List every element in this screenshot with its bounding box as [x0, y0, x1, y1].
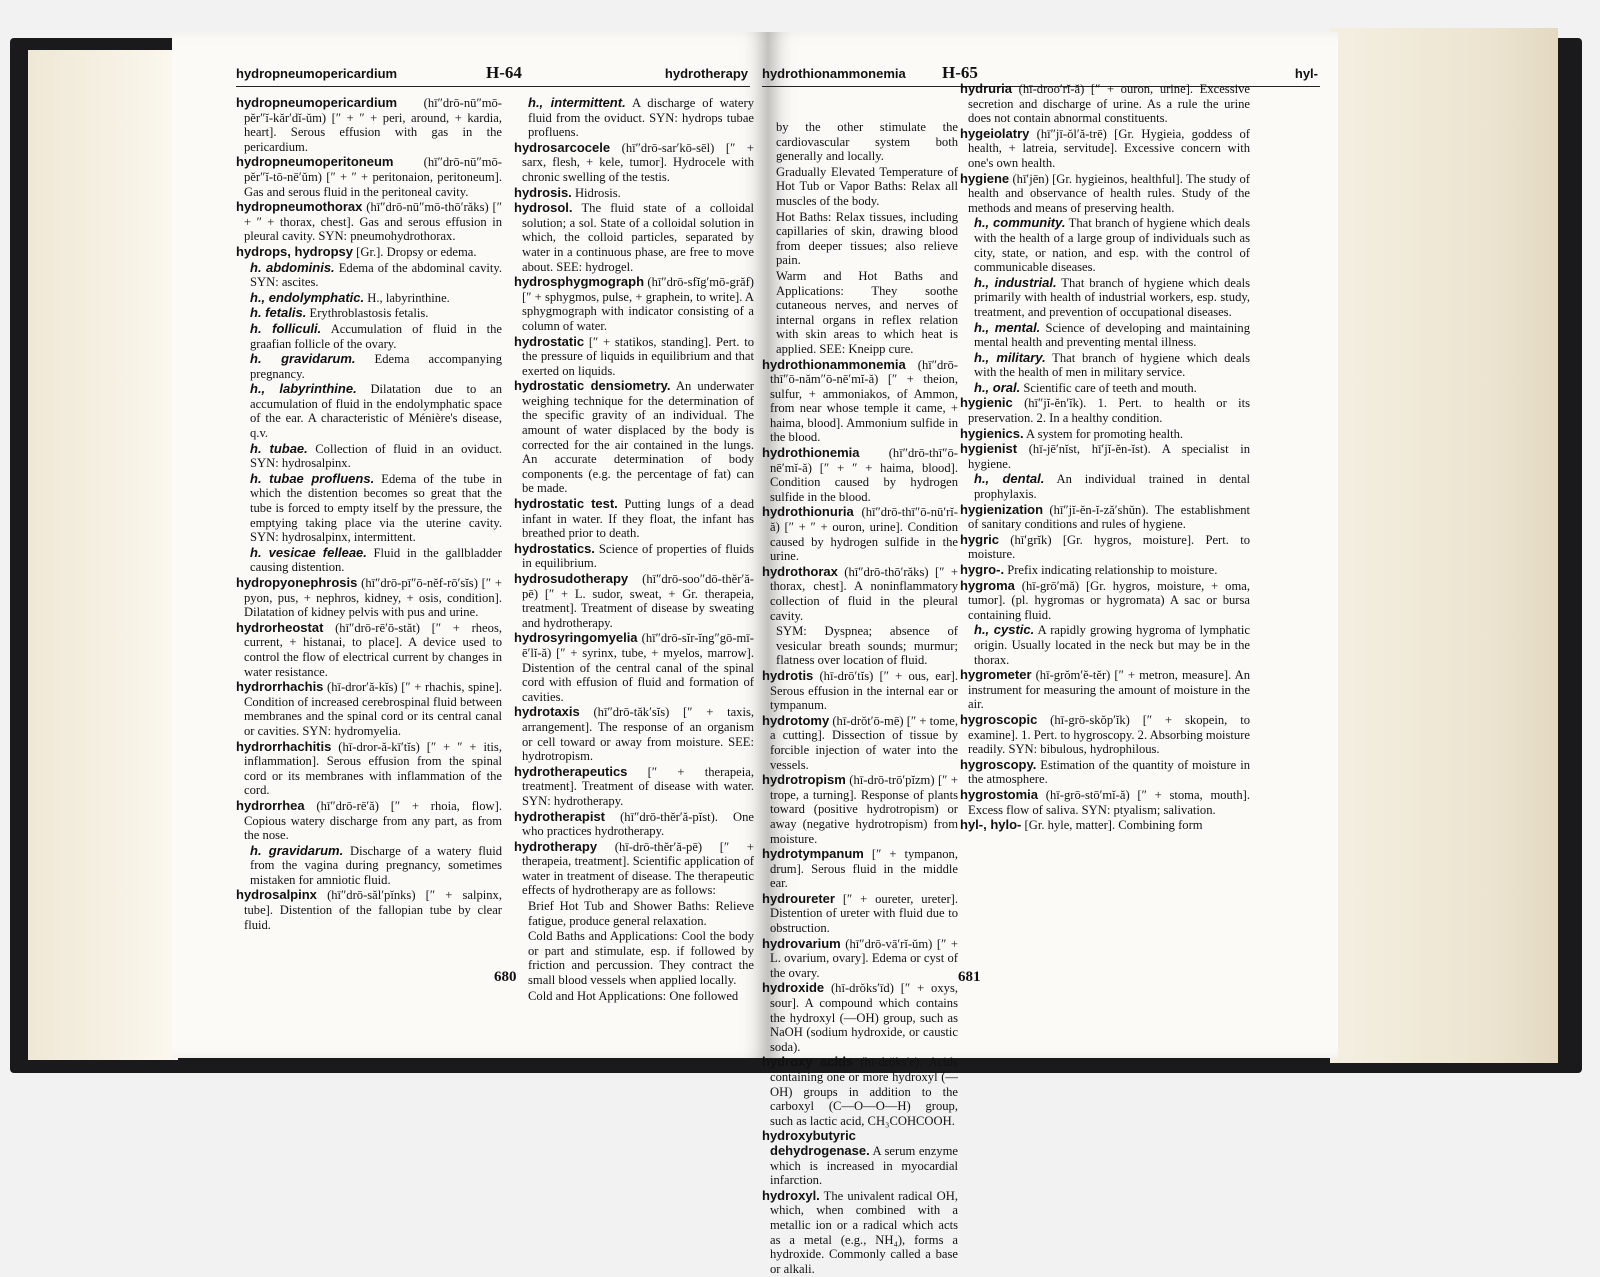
subentry-term: h. gravidarum. — [250, 842, 344, 858]
right-page — [762, 32, 1338, 1276]
definition-text: (hī-jē′nĭst, hī′jĭ-ĕn-ĭst). A specialist in hygiene. — [968, 442, 1250, 471]
subentry — [236, 472, 502, 545]
headword: hydroureter — [762, 890, 835, 906]
dictionary-entry — [960, 788, 1250, 817]
definition-text: [″ + statikos, standing]. Pert. to the pressure of liquids in equilibrium and that exerted on liquids. — [522, 334, 754, 378]
headword: hydrorrhachitis — [236, 738, 332, 754]
headword: hydrotympanum — [762, 846, 864, 862]
definition-text: That branch of hygiene which deals with the health of a large group of individuals such as city, state, or nation, and esp. with the control of communicable diseases. — [974, 216, 1251, 275]
page-edges-right — [1330, 28, 1558, 1063]
dictionary-entry — [236, 621, 502, 679]
subentry — [236, 261, 502, 290]
definition-text: Estimation of the quantity of moisture in the atmosphere. — [968, 757, 1250, 787]
dictionary-entry — [514, 335, 754, 379]
dictionary-entry — [762, 669, 958, 713]
headword: hygroscopy. — [960, 756, 1037, 772]
definition-text: (hī′jēn) [Gr. hygieinos, healthful]. The study of health and observance of health rules. Study of the methods and means of preserving health. — [968, 171, 1250, 215]
definition-text: (hī′grĭk) [Gr. hygros, moisture]. Pert. to moisture. — [968, 532, 1250, 562]
subentry-term: h., community. — [974, 215, 1066, 231]
definition-text: (hī-drŏks′ē). Acids containing one or more hydroxyl (—OH) groups in addition to the carboxyl (C—O—O—H) group, such as lactic acid, CH₃COHCOOH. — [770, 1055, 958, 1128]
headword: hydropneumothorax — [236, 199, 363, 215]
subentry — [236, 382, 502, 440]
dictionary-entry — [762, 1189, 958, 1277]
headword: hydrothorax — [762, 563, 838, 579]
dictionary-entry — [960, 396, 1250, 425]
headword: hydrosalpinx — [236, 887, 317, 903]
definition-text: (hī″drō-sĭr-ĭng″gō-mī-ē′lĭ-ă) [″ + syrinx, tube, + myelos, marrow]. Distention of the central canal of the spinal cord with effusion of fluid and formation of cavities. — [522, 631, 754, 704]
dictionary-entry — [762, 714, 958, 772]
definition-text: Gradually Elevated Temperature of Hot Tub or Vapor Baths: Relax all muscles of the body. — [776, 164, 958, 208]
column-1 — [762, 120, 958, 1277]
definition-text: (hī-grŏm′ĕ-tĕr) [″ + metron, measure]. An instrument for measuring the amount of moisture in the air. — [968, 668, 1250, 712]
definition-text: (hī″drō-sar′kō-sēl) [″ + sarx, flesh, + kele, tumor]. Hydrocele with chronic swelling of the testis. — [522, 140, 754, 184]
subentry-term: h., labyrinthine. — [250, 381, 357, 397]
definition-text: SYM: Dyspnea; absence of vesicular breath sounds; murmur; flatness over location of fluid. — [776, 624, 958, 668]
dictionary-entry — [960, 818, 1250, 833]
dictionary-entry — [236, 96, 502, 154]
definition-text: (hī″jĭ-ĕn′ĭk). 1. Pert. to health or its preservation. 2. In a healthy condition. — [968, 396, 1250, 426]
definition-text: (hī″drō-vā′rĭ-ŭm) [″ + L. ovarium, ovary]. Edema or cyst of the ovary. — [770, 936, 958, 980]
dictionary-entry — [514, 141, 754, 185]
definition-text: Hidrosis. — [571, 185, 621, 200]
subentry-term: h., industrial. — [974, 274, 1057, 290]
dictionary-entry — [236, 680, 502, 738]
headword: hydrostatic test. — [514, 496, 618, 512]
definition-text: (hī-drŏt′ō-mē) [″ + tome, a cutting]. Dissection of tissue by forcible injection of water into the vessels. — [770, 713, 958, 772]
entry-paragraph — [762, 120, 958, 164]
definition-text: (hī-grō-skŏp′ĭk) [″ + skopein, to examine]. 1. Pert. to hygroscopy. 2. Absorbing moisture readily. SYN: bibulous, hydrophilous. — [968, 712, 1250, 757]
headword: hydrosphygmograph — [514, 274, 645, 290]
dictionary-entry — [762, 446, 958, 504]
dictionary-entry — [514, 201, 754, 274]
definition-text: Collection of fluid in an oviduct. SYN: hydrosalpinx. — [250, 441, 502, 471]
definition-text: (hī″drō-pī″ō-nĕf-rō′sĭs) [″ + pyon, pus, + nephros, kidney, + osis, condition]. Dilatation of kidney pelvis with pus and urine. — [244, 576, 502, 620]
dictionary-entry — [236, 888, 502, 932]
definition-text: (hī″drō-nū″mō-thō′răks) [″ + ″ + thorax, chest]. Gas and serous effusion in pleural cavity. SYN: pneumohydrothorax. — [244, 200, 502, 244]
headword: hygro-. — [960, 562, 1005, 577]
definition-text: Warm and Hot Baths and Applications: They soothe cutaneous nerves, and nerves of internal organs in reflex relation with skin areas to which heat is applied. SEE: Kneipp cure. — [776, 268, 958, 356]
guide-word-last: hydrotherapy — [664, 66, 748, 81]
dictionary-entry — [960, 713, 1250, 757]
guide-word-last: hyl- — [1294, 66, 1318, 81]
headword: hygiene — [960, 170, 1010, 186]
subentry — [236, 546, 502, 575]
subentry-term: h., military. — [974, 349, 1046, 365]
headword: hydroxy acids — [762, 1054, 854, 1070]
definition-text: Science of developing and maintaining mental health and preventing mental illness. — [974, 320, 1250, 350]
dictionary-entry — [236, 200, 502, 244]
definition-text: A rapidly growing hygroma of lymphatic origin. Usually located in the neck but may be in the thorax. — [974, 623, 1250, 667]
definition-text: [Gr.]. Dropsy or edema. — [353, 244, 477, 259]
definition-text: Accumulation of fluid in the graafian follicle of the ovary. — [250, 321, 502, 351]
headword: hydrothionammonemia — [762, 356, 906, 372]
headword: hydropneumoperitoneum — [236, 154, 394, 170]
definition-text: (hī-grō′mă) [Gr. hygros, moisture, + oma, tumor]. (pl. hygromas or hygromata) A sac or bursa containing fluid. — [968, 578, 1250, 622]
headword: hydrothionuria — [762, 504, 854, 520]
definition-text: An individual trained in dental prophylaxis. — [974, 472, 1250, 502]
definition-text: Putting lungs of a dead infant in water. If they float, the infant has breathed prior to death. — [522, 497, 754, 541]
headword: hydrovarium — [762, 935, 841, 951]
definition-text: (hī″drō-rē′ă) [″ + rhoia, flow]. Copious watery discharge from any part, as from the nose. — [244, 798, 502, 843]
dictionary-entry — [236, 576, 502, 620]
subentry-term: h. abdominis. — [250, 259, 335, 275]
definition-text: Dilatation due to an accumulation of fluid in the endolymphatic space of the ear. A characteristic of Ménière's disease, q.v. — [250, 382, 502, 441]
headword: hydrotherapist — [514, 808, 606, 824]
subentry — [236, 442, 502, 471]
dictionary-entry — [762, 847, 958, 891]
definition-text: Edema of the abdominal cavity. SYN: ascites. — [250, 260, 502, 290]
guide-word-first: hydropneumopericardium — [236, 66, 398, 81]
headword: hydrostatic — [514, 333, 585, 349]
subentry — [236, 844, 502, 888]
dictionary-entry — [236, 740, 502, 798]
headword: hydrops, hydropsy — [236, 243, 354, 259]
headword: hydrotherapy — [514, 838, 598, 854]
dictionary-entry — [514, 379, 754, 496]
subentry-term: h. fetalis. — [250, 305, 307, 321]
definition-text: (hī″drō-nū″mō-pĕr″ĭ-kăr′dĭ-ŭm) [″ + ″ + peri, around, + kardia, heart]. Serous effusion with gas in the pericardium. — [244, 96, 502, 154]
headword: hygrometer — [960, 667, 1032, 683]
definition-text: That branch of hygiene which deals primarily with health of industrial workers, esp. study, treatment, and prevention of occupational diseases. — [974, 275, 1250, 319]
dictionary-entry — [762, 937, 958, 981]
headword: hygric — [960, 531, 1000, 547]
column-2 — [514, 96, 754, 1004]
guide-word-first: hydrothionammonemia — [762, 66, 906, 81]
definition-text: Cold Baths and Applications: Cool the body or part and stimulate, esp. if followed by friction and percussion. They contract the small blood vessels when applied locally. — [528, 929, 754, 988]
definition-text: (hī″drō-tăk′sĭs) [″ + taxis, arrangement]. The response of an organism or cell toward or away from moisture. SEE: hydrotropism. — [522, 705, 754, 764]
dictionary-entry — [514, 542, 754, 571]
dictionary-entry — [762, 981, 958, 1054]
headword: hyl-, hylo- — [960, 817, 1022, 833]
dictionary-entry — [960, 442, 1250, 471]
definition-text: [″ + therapeia, treatment]. Treatment of disease with water. SYN: hydrotherapy. — [522, 764, 754, 808]
dictionary-entry — [960, 668, 1250, 712]
dictionary-entry — [762, 358, 958, 446]
dictionary-entry — [960, 82, 1250, 126]
entry-paragraph — [762, 269, 958, 357]
definition-text: (hī″jĭ-ĕn-ĭ-ză′shŭn). The establishment of sanitary conditions and rules of hygiene. — [968, 502, 1250, 532]
dictionary-entry — [514, 705, 754, 763]
headword: hydroxide — [762, 980, 825, 996]
definition-text: (hī″drō-săl′pĭnks) [″ + salpinx, tube]. Distention of the fallopian tube by clear fluid. — [244, 888, 502, 932]
headword: hydrosyringomyelia — [514, 630, 638, 646]
definition-text: Science of properties of fluids in equilibrium. — [522, 541, 754, 571]
definition-text: Fluid in the gallbladder causing distention. — [250, 545, 502, 575]
dictionary-entry — [236, 245, 502, 260]
dictionary-entry — [762, 892, 958, 936]
definition-text: (hī-drŏks′īd) [″ + oxys, sour]. A compound which contains the hydroxyl (—OH) group, such as NaOH (sodium hydroxide, or caustic soda). — [770, 981, 958, 1054]
dictionary-entry — [514, 497, 754, 541]
subentry-term: h. gravidarum. — [250, 351, 356, 367]
definition-text: Brief Hot Tub and Shower Baths: Relieve fatigue, produce general relaxation. — [528, 899, 754, 928]
subentry — [960, 381, 1250, 396]
entry-paragraph — [514, 929, 754, 987]
headword: hydropneumopericardium — [236, 95, 398, 110]
page-number: 680 — [494, 969, 517, 985]
definition-text: (hī″drō-thī″ō-nē′mĭ-ă) [″ + ″ + haima, blood]. Condition caused by hydrogen sulfide in the blood. — [770, 446, 958, 504]
entry-paragraph — [762, 165, 958, 209]
subentry-term: h. folliculi. — [250, 320, 322, 336]
subentry-term: h. tubae profluens. — [250, 470, 375, 486]
page-number: 681 — [958, 969, 981, 985]
definition-text: (hī-grō-stō′mĭ-ă) [″ + stoma, mouth]. Excess flow of saliva. SYN: ptyalism; salivation. — [968, 787, 1250, 817]
definition-text: That branch of hygiene which deals with the health of men in military service. — [974, 350, 1250, 380]
subentry — [960, 321, 1250, 350]
definition-text: [″ + oureter, ureter]. Distention of ureter with fluid due to obstruction. — [770, 891, 958, 936]
headword: hydrosarcocele — [514, 139, 611, 155]
headword: hygienics. — [960, 425, 1024, 441]
headword: hygroma — [960, 577, 1015, 593]
definition-text: (hī″drō-thō′răks) [″ + thorax, chest]. A noninflammatory collection of fluid in the pleural cavity. — [770, 564, 958, 623]
definition-text: by the other stimulate the cardiovascular system both generally and locally. — [776, 120, 958, 164]
headword: hydrotomy — [762, 712, 830, 728]
subentry — [236, 291, 502, 306]
dictionary-entry — [514, 810, 754, 839]
left-page — [172, 32, 768, 1058]
definition-text: A serum enzyme which is increased in myocardial infarction. — [770, 1143, 958, 1188]
dictionary-entry — [960, 127, 1250, 171]
subentry-term: h., oral. — [974, 379, 1021, 395]
dictionary-entry — [236, 799, 502, 843]
definition-text: [Gr. hyle, matter]. Combining form — [1021, 818, 1203, 833]
headword: hydrostatic densiometry. — [514, 378, 671, 394]
definition-text: Hot Baths: Relax tissues, including capillaries of skin, drawing blood from deeper tissues; also relieve pain. — [776, 209, 958, 268]
subentry — [960, 276, 1250, 320]
definition-text: (hī″drō-sfĭg′mō-grăf) [″ + sphygmos, pulse, + graphein, to write]. A sphygmograph with indicator consisting of a column of water. — [522, 275, 754, 333]
dictionary-entry — [762, 773, 958, 846]
definition-text: Prefix indicating relationship to moisture. — [1004, 563, 1218, 577]
definition-text: An underwater weighing technique for the determination of the specific gravity of an individual. The amount of water displaced by the body is corrected for the air contained in the lungs. An accurate determination of body components (e.g. the percentage of fat) can be made. — [522, 379, 754, 496]
headword: hydrotherapeutics — [514, 763, 628, 779]
column-1 — [236, 96, 502, 933]
definition-text: Edema of the tube in which the distention becomes so great that the tube is forced to empty itself by the pressure, the emptying taking place via the uterine cavity. SYN: hydrosalpinx, intermittent. — [250, 471, 502, 545]
dictionary-entry — [960, 503, 1250, 532]
headword: hydrorrhea — [236, 797, 305, 813]
definition-text: H., labyrinthine. — [364, 290, 450, 305]
definition-text: (hī″jī-ŏl′ă-trē) [Gr. Hygieia, goddess of health, + latreia, servitude]. Excessive concern with one's own health. — [968, 126, 1250, 170]
subentry — [960, 216, 1250, 274]
headword: hygrostomia — [960, 786, 1039, 802]
subentry — [236, 352, 502, 381]
dictionary-entry — [960, 563, 1250, 578]
headword: hydrosudotherapy — [514, 571, 629, 586]
definition-text: (hī-dror-ă-kī′tĭs) [″ + ″ + itis, inflammation]. Serous effusion from the spinal cord or its membranes with inflammation of the cord. — [244, 739, 502, 798]
definition-text: Cold and Hot Applications: One followed — [528, 988, 739, 1003]
entry-paragraph — [762, 210, 958, 268]
subentry — [960, 351, 1250, 380]
definition-text: (hī″drō-thī″ō-nū′rĭ-ă) [″ + ″ + ouron, urine]. Condition caused by hydrogen sulfide in the urine. — [770, 505, 958, 564]
subentry — [236, 306, 502, 321]
dictionary-entry — [960, 427, 1250, 442]
subentry — [236, 322, 502, 351]
dictionary-entry — [514, 765, 754, 809]
subentry-term: h., intermittent. — [528, 95, 626, 110]
definition-text: (hī-drō′tĭs) [″ + ous, ear]. Serous effusion in the internal ear or tympanum. — [770, 668, 958, 713]
headword: hydrothionemia — [762, 445, 860, 461]
definition-text: (hī″drō-thī″ō-năm″ō-nē′mĭ-ă) [″ + theion, sulfur, + ammoniakos, of Ammon, from near whose temple it came, + haima, blood]. Ammonium sulfide in the blood. — [770, 357, 958, 445]
page-section-code: H-64 — [486, 63, 522, 82]
definition-text: (hī-droo′rĭ-ă) [″ + ouron, urine]. Excessive secretion and discharge of urine. As a rule the urine does not contain abnormal constituents. — [968, 82, 1250, 126]
headword: hydrotropism — [762, 772, 846, 788]
subentry-term: h., cystic. — [974, 622, 1035, 638]
dictionary-entry — [960, 172, 1250, 216]
dictionary-entry — [514, 631, 754, 704]
subentry — [960, 623, 1250, 667]
headword: hydrostatics. — [514, 540, 595, 556]
definition-text: (hī″drō-soo″dō-thĕr′ă-pē) [″ + L. sudor, sweat, + Gr. therapeia, treatment]. Treatment of disease by sweating and hydrotherapy. — [522, 572, 754, 630]
headword: hydrotis — [762, 667, 814, 683]
subentry — [514, 96, 754, 140]
headword: hydrosol. — [514, 200, 573, 216]
headword: hydroxybutyric dehydrogenase. — [762, 1128, 870, 1158]
headword: hydrorrhachis — [236, 679, 324, 695]
definition-text: Scientific care of teeth and mouth. — [1020, 380, 1197, 395]
entry-paragraph — [514, 899, 754, 928]
definition-text: Edema accompanying pregnancy. — [250, 352, 502, 381]
dictionary-entry — [762, 565, 958, 623]
dictionary-entry — [762, 505, 958, 563]
running-head — [236, 63, 748, 88]
column-2 — [960, 82, 1250, 834]
definition-text: (hī″drō-nū″mō-pĕr″ĭ-tō-nē′ŭm) [″ + ″ + peritonaion, peritoneum]. Gas and serous fluid in the peritoneal cavity. — [244, 155, 502, 199]
definition-text: Erythroblastosis fetalis. — [306, 306, 429, 321]
subentry-term: h., dental. — [974, 471, 1045, 487]
dictionary-entry — [762, 1129, 958, 1187]
definition-text: A system for promoting health. — [1023, 426, 1184, 441]
definition-text: (hī-drō-thĕr′ă-pē) [″ + therapeia, treatment]. Scientific application of water in treatment of disease. The therapeutic effects of hydrotherapy are as follows: — [522, 839, 754, 898]
header-rule — [236, 86, 750, 87]
headword: hygroscopic — [960, 711, 1038, 727]
subentry — [960, 472, 1250, 501]
page-edges-left — [28, 50, 178, 1060]
headword: hydrotaxis — [514, 704, 580, 720]
definition-text: (hī-drō-trō′pĭzm) [″ + trope, a turning]. Response of plants toward (positive hydrotropism) or away (negative hydrotropism) from moisture. — [770, 773, 958, 846]
dictionary-entry — [514, 840, 754, 898]
page-section-code: H-65 — [942, 63, 978, 82]
definition-text: A discharge of watery fluid from the oviduct. SYN: hydrops tubae profluens. — [528, 96, 754, 140]
definition-text: [″ + tympanon, drum]. Serous fluid in the middle ear. — [770, 847, 958, 891]
headword: hygienic — [960, 395, 1013, 411]
headword: hygeiolatry — [960, 125, 1030, 141]
definition-text: The univalent radical OH, which, when combined with a metallic ion or a radical which acts as a metal (e.g., NH₄), forms a hydroxide. Commonly called a base or alkali. — [770, 1188, 958, 1276]
dictionary-entry — [960, 579, 1250, 623]
dictionary-entry — [236, 155, 502, 199]
dictionary-entry — [960, 758, 1250, 787]
dictionary-entry — [762, 1055, 958, 1128]
dictionary-entry — [514, 186, 754, 201]
headword: hydruria — [960, 81, 1013, 96]
definition-text: Discharge of a watery fluid from the vagina during pregnancy, sometimes mistaken for amniotic fluid. — [250, 843, 502, 887]
headword: hydrorheostat — [236, 619, 324, 635]
headword: hydrosis. — [514, 184, 572, 200]
subentry-term: h. vesicae felleae. — [250, 544, 367, 560]
headword: hygienization — [960, 501, 1044, 517]
dictionary-entry — [514, 275, 754, 333]
subentry-term: h., endolymphatic. — [250, 289, 365, 305]
entry-paragraph — [762, 624, 958, 668]
subentry-term: h. tubae. — [250, 440, 308, 456]
headword: hydroxyl. — [762, 1187, 820, 1203]
headword: hygienist — [960, 441, 1018, 457]
headword: hydropyonephrosis — [236, 575, 358, 590]
dictionary-entry — [960, 533, 1250, 562]
definition-text: (hī″drō-thĕr′ă-pĭst). One who practices hydrotherapy. — [522, 809, 754, 839]
dictionary-entry — [514, 572, 754, 630]
subentry-term: h., mental. — [974, 319, 1041, 335]
entry-paragraph — [514, 989, 754, 1004]
definition-text: The fluid state of a colloidal solution; a sol. State of a colloidal solution in which, the colloid particles, separated by water in a continuous phase, are free to move about. SEE: hydrogel. — [522, 201, 754, 274]
definition-text: (hī″drō-rē′ō-stăt) [″ + rheos, current, + histanai, to place]. A device used to control the flow of electrical current by changes in water resistance. — [244, 620, 502, 679]
definition-text: (hī-dror′ă-kĭs) [″ + rhachis, spine]. Condition of increased cerebrospinal fluid between membranes and the spinal cord or its central canal or cavities. SYN: hydromyelia. — [244, 680, 502, 738]
